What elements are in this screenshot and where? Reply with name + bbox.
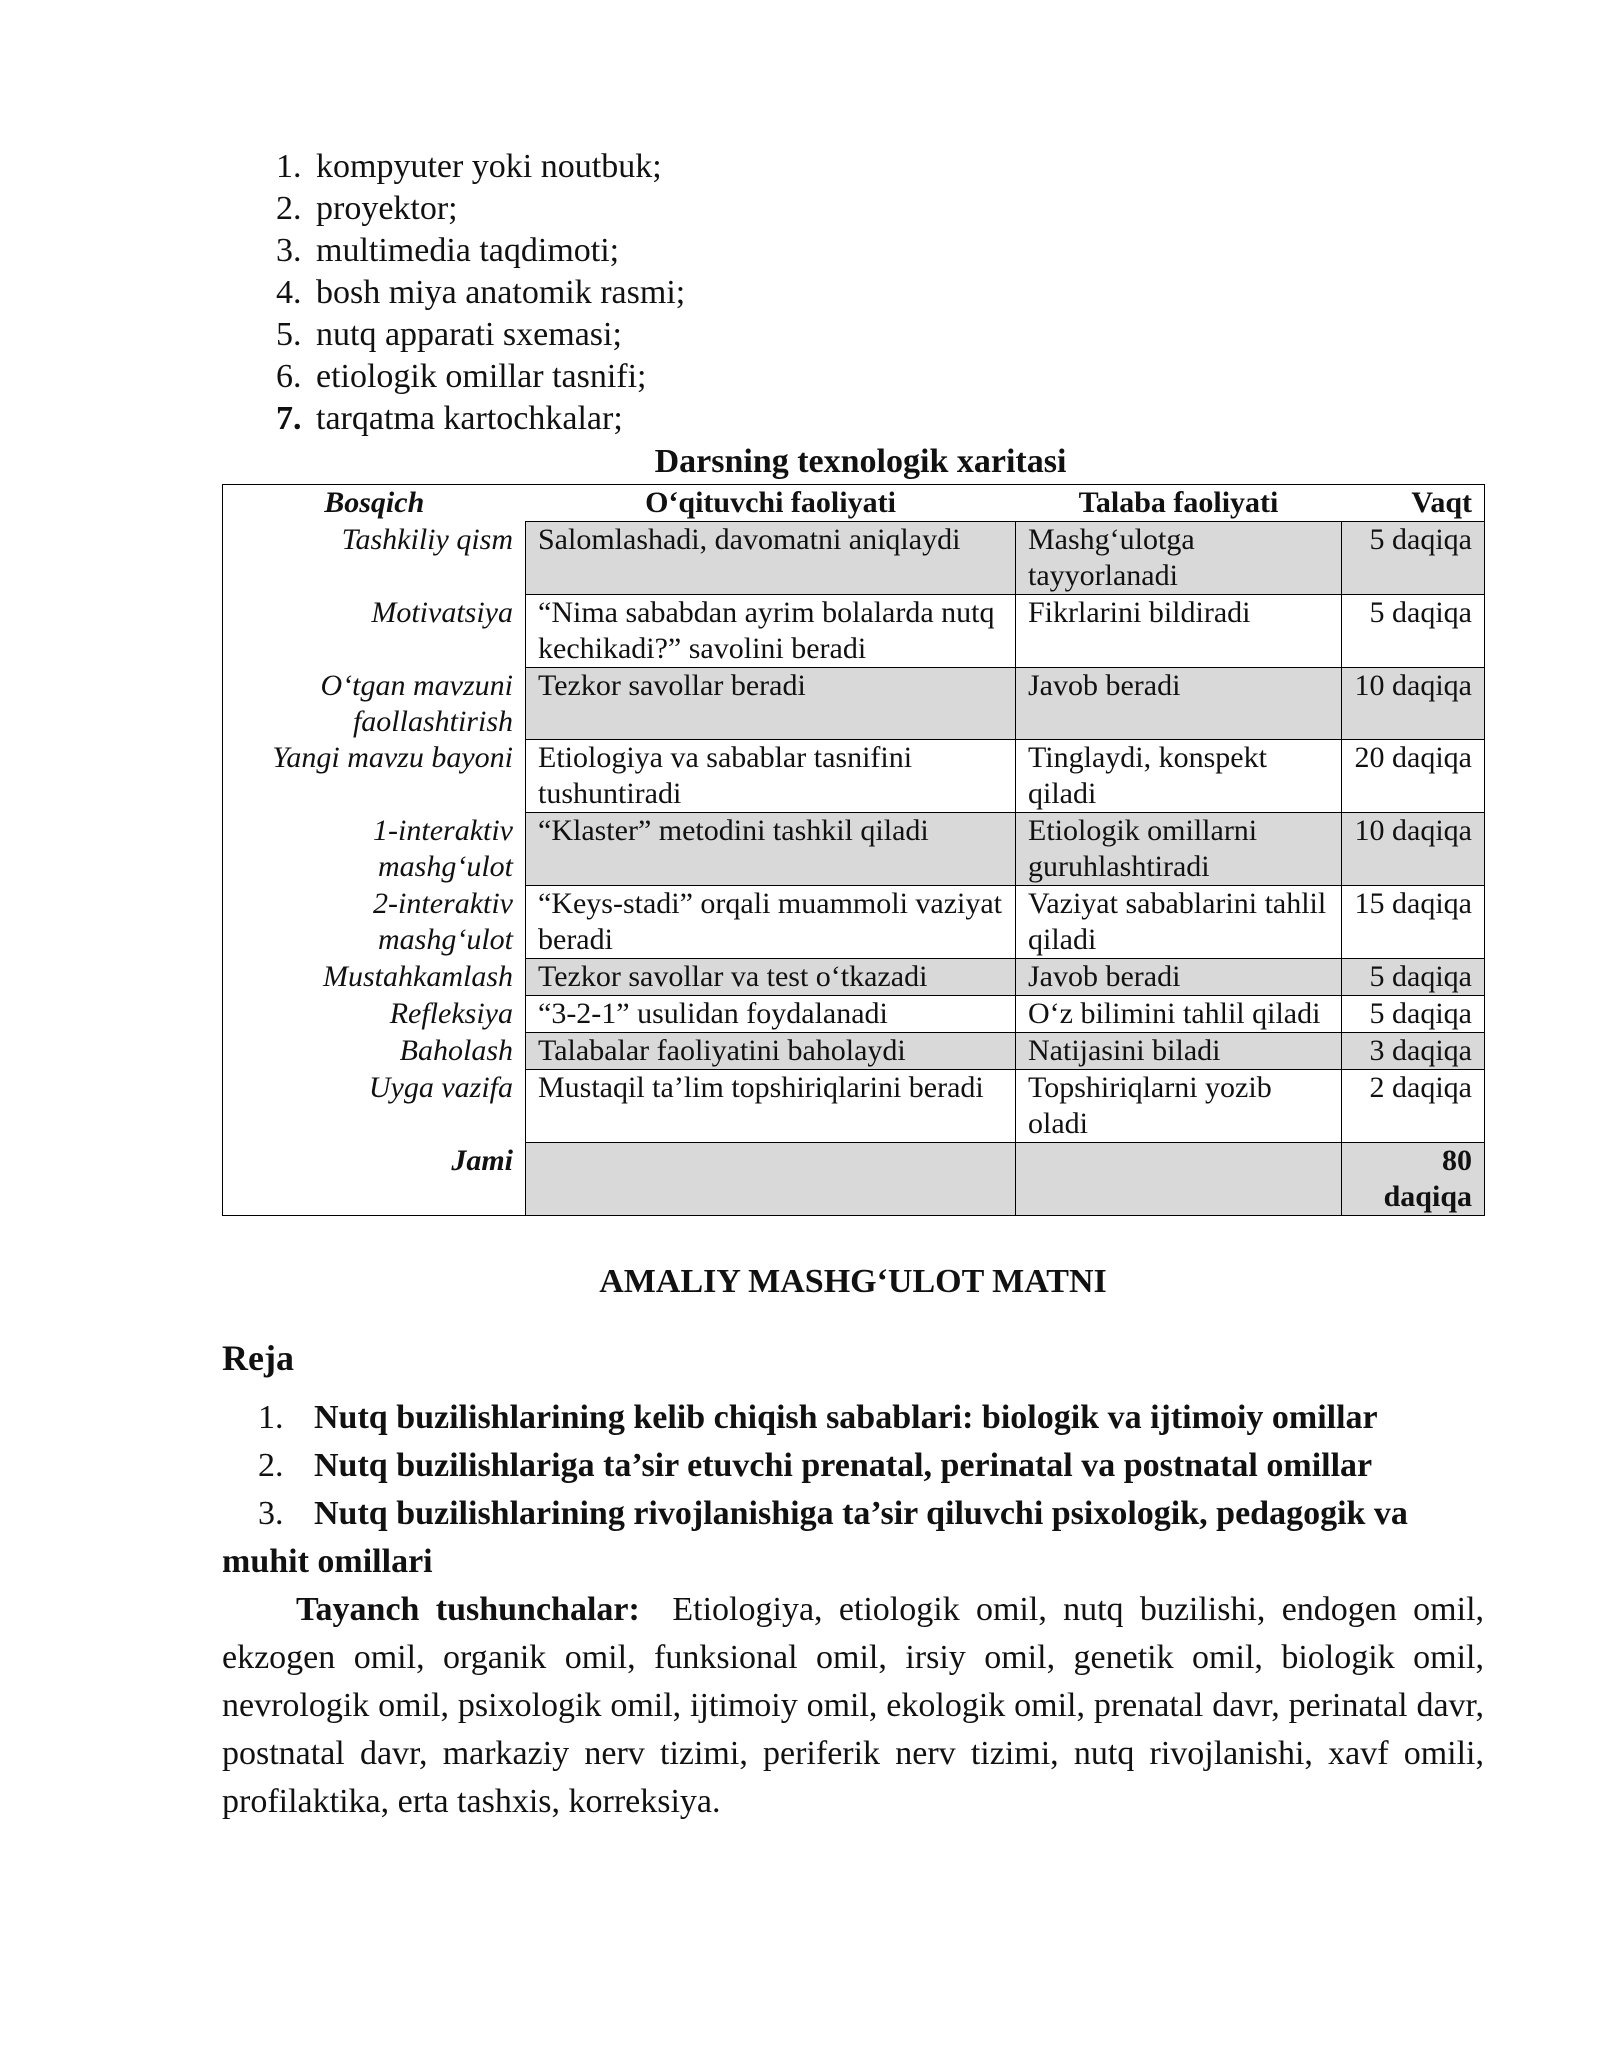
- technology-map-table: [222, 484, 1485, 1216]
- teacher-cell: Talabalar faoliyatini baholaydi: [526, 1033, 1016, 1070]
- time-cell: 10 daqiqa: [1342, 668, 1485, 740]
- list-item: 5. nutq apparati sxemasi;: [276, 316, 622, 353]
- total-empty-cell: [1016, 1143, 1342, 1216]
- time-cell: 5 daqiqa: [1342, 595, 1485, 668]
- time-cell: 5 daqiqa: [1342, 996, 1485, 1033]
- plan-item: 1. Nutq buzilishlarining kelib chiqish sabablari: biologik va ijtimoiy omillar: [258, 1399, 1378, 1436]
- teacher-cell: Mustaqil ta’lim topshiriqlarini beradi: [526, 1070, 1016, 1143]
- table-row: [223, 595, 1485, 668]
- section-title: AMALIY MASHG‘ULOT MATNI: [599, 1263, 1107, 1300]
- list-item: 3. multimedia taqdimoti;: [276, 232, 620, 269]
- table-row: [223, 668, 1485, 740]
- equipment-list: [222, 146, 1484, 440]
- stage-cell: 2-interaktiv mashg‘ulot: [373, 886, 513, 956]
- student-cell: Vaziyat sabablarini tahlil qiladi: [1016, 886, 1342, 959]
- list-item: 4. bosh miya anatomik rasmi;: [276, 274, 686, 311]
- teacher-cell: Etiologiya va sabablar tasnifini tushuntiradi: [526, 740, 1016, 813]
- stage-cell: Tashkiliy qism: [341, 522, 513, 556]
- teacher-cell: “3-2-1” usulidan foydalanadi: [526, 996, 1016, 1033]
- student-cell: Tinglaydi, konspekt qiladi: [1016, 740, 1342, 813]
- total-time: 80 daqiqa: [1342, 1143, 1485, 1216]
- student-cell: O‘z bilimini tahlil qiladi: [1016, 996, 1342, 1033]
- stage-cell: 1-interaktiv mashg‘ulot: [373, 813, 513, 883]
- stage-cell: Uyga vazifa: [368, 1070, 513, 1104]
- table-total-row: [223, 1143, 1485, 1216]
- teacher-cell: “Klaster” metodini tashkil qiladi: [526, 813, 1016, 886]
- student-cell: Fikrlarini bildiradi: [1016, 595, 1342, 668]
- list-item: 7. tarqatma kartochkalar;: [276, 400, 623, 437]
- key-concepts-label: Tayanch tushunchalar:: [296, 1591, 640, 1628]
- key-concepts-paragraph: [222, 1586, 1484, 1826]
- student-cell: Javob beradi: [1016, 959, 1342, 996]
- teacher-cell: Tezkor savollar beradi: [526, 668, 1016, 740]
- header-stage: Bosqich: [324, 486, 425, 520]
- list-item: 1. kompyuter yoki noutbuk;: [276, 148, 662, 185]
- time-cell: 20 daqiqa: [1342, 740, 1485, 813]
- stage-cell: Yangi mavzu bayoni: [272, 740, 513, 774]
- student-cell: Natijasini biladi: [1016, 1033, 1342, 1070]
- time-cell: 3 daqiqa: [1342, 1033, 1485, 1070]
- table-row: [223, 740, 1485, 813]
- time-cell: 5 daqiqa: [1342, 959, 1485, 996]
- table-row: [223, 996, 1485, 1033]
- document-page: [222, 146, 1484, 1826]
- teacher-cell: “Nima sababdan ayrim bolalarda nutq kechikadi?” savolini beradi: [526, 595, 1016, 668]
- time-cell: 5 daqiqa: [1342, 522, 1485, 595]
- teacher-cell: Tezkor savollar va test o‘tkazadi: [526, 959, 1016, 996]
- total-empty-cell: [526, 1143, 1016, 1216]
- plan-item: 2. Nutq buzilishlariga ta’sir etuvchi prenatal, perinatal va postnatal omillar: [258, 1447, 1373, 1484]
- plan-list: [222, 1394, 1484, 1586]
- total-label: Jami: [451, 1143, 513, 1177]
- stage-cell: Refleksiya: [389, 996, 513, 1030]
- teacher-cell: Salomlashadi, davomatni aniqlaydi: [526, 522, 1016, 595]
- list-item: 2. proyektor;: [276, 190, 458, 227]
- table-row: [223, 813, 1485, 886]
- header-student: Talaba faoliyati: [1078, 486, 1279, 519]
- list-item: 6. etiologik omillar tasnifi;: [276, 358, 647, 395]
- key-concepts-text: Etiologiya, etiologik omil, nutq buzilishi, endogen omil, ekzogen omil, organik omil, funksional omil, irsiy omil, genetik omil, biologik omil, nevrologik omil, psixologik omil, ijtimoiy omil, ekologik omil, prenatal davr, perinatal davr, postnatal davr, markaziy nerv tizimi, periferik nerv tizimi, nutq rivojlanishi, xavf omili, profilaktika, erta tashxis, korreksiya.: [222, 1591, 1485, 1820]
- time-cell: 2 daqiqa: [1342, 1070, 1485, 1143]
- table-row: [223, 1033, 1485, 1070]
- plan-title: Reja: [222, 1338, 294, 1378]
- time-cell: 10 daqiqa: [1342, 813, 1485, 886]
- stage-cell: Motivatsiya: [371, 595, 513, 629]
- teacher-cell: “Keys-stadi” orqali muammoli vaziyat beradi: [526, 886, 1016, 959]
- plan-item: 3. Nutq buzilishlarining rivojlanishiga ta’sir qiluvchi psixologik, pedagogik va muhit omillari: [222, 1495, 1408, 1580]
- table-row: [223, 522, 1485, 595]
- stage-cell: Baholash: [399, 1033, 513, 1067]
- student-cell: Topshiriqlarni yozib oladi: [1016, 1070, 1342, 1143]
- table-row: [223, 1070, 1485, 1143]
- stage-cell: O‘tgan mavzuni faollashtirish: [320, 668, 513, 738]
- header-time: Vaqt: [1411, 486, 1472, 519]
- header-teacher: O‘qituvchi faoliyati: [645, 486, 896, 519]
- stage-cell: Mustahkamlash: [323, 959, 513, 993]
- table-header-row: [223, 485, 1485, 522]
- student-cell: Mashg‘ulotga tayyorlanadi: [1016, 522, 1342, 595]
- student-cell: Javob beradi: [1016, 668, 1342, 740]
- table-row: [223, 886, 1485, 959]
- table-row: [223, 959, 1485, 996]
- table-title: Darsning texnologik xaritasi: [654, 443, 1067, 480]
- time-cell: 15 daqiqa: [1342, 886, 1485, 959]
- student-cell: Etiologik omillarni guruhlashtiradi: [1016, 813, 1342, 886]
